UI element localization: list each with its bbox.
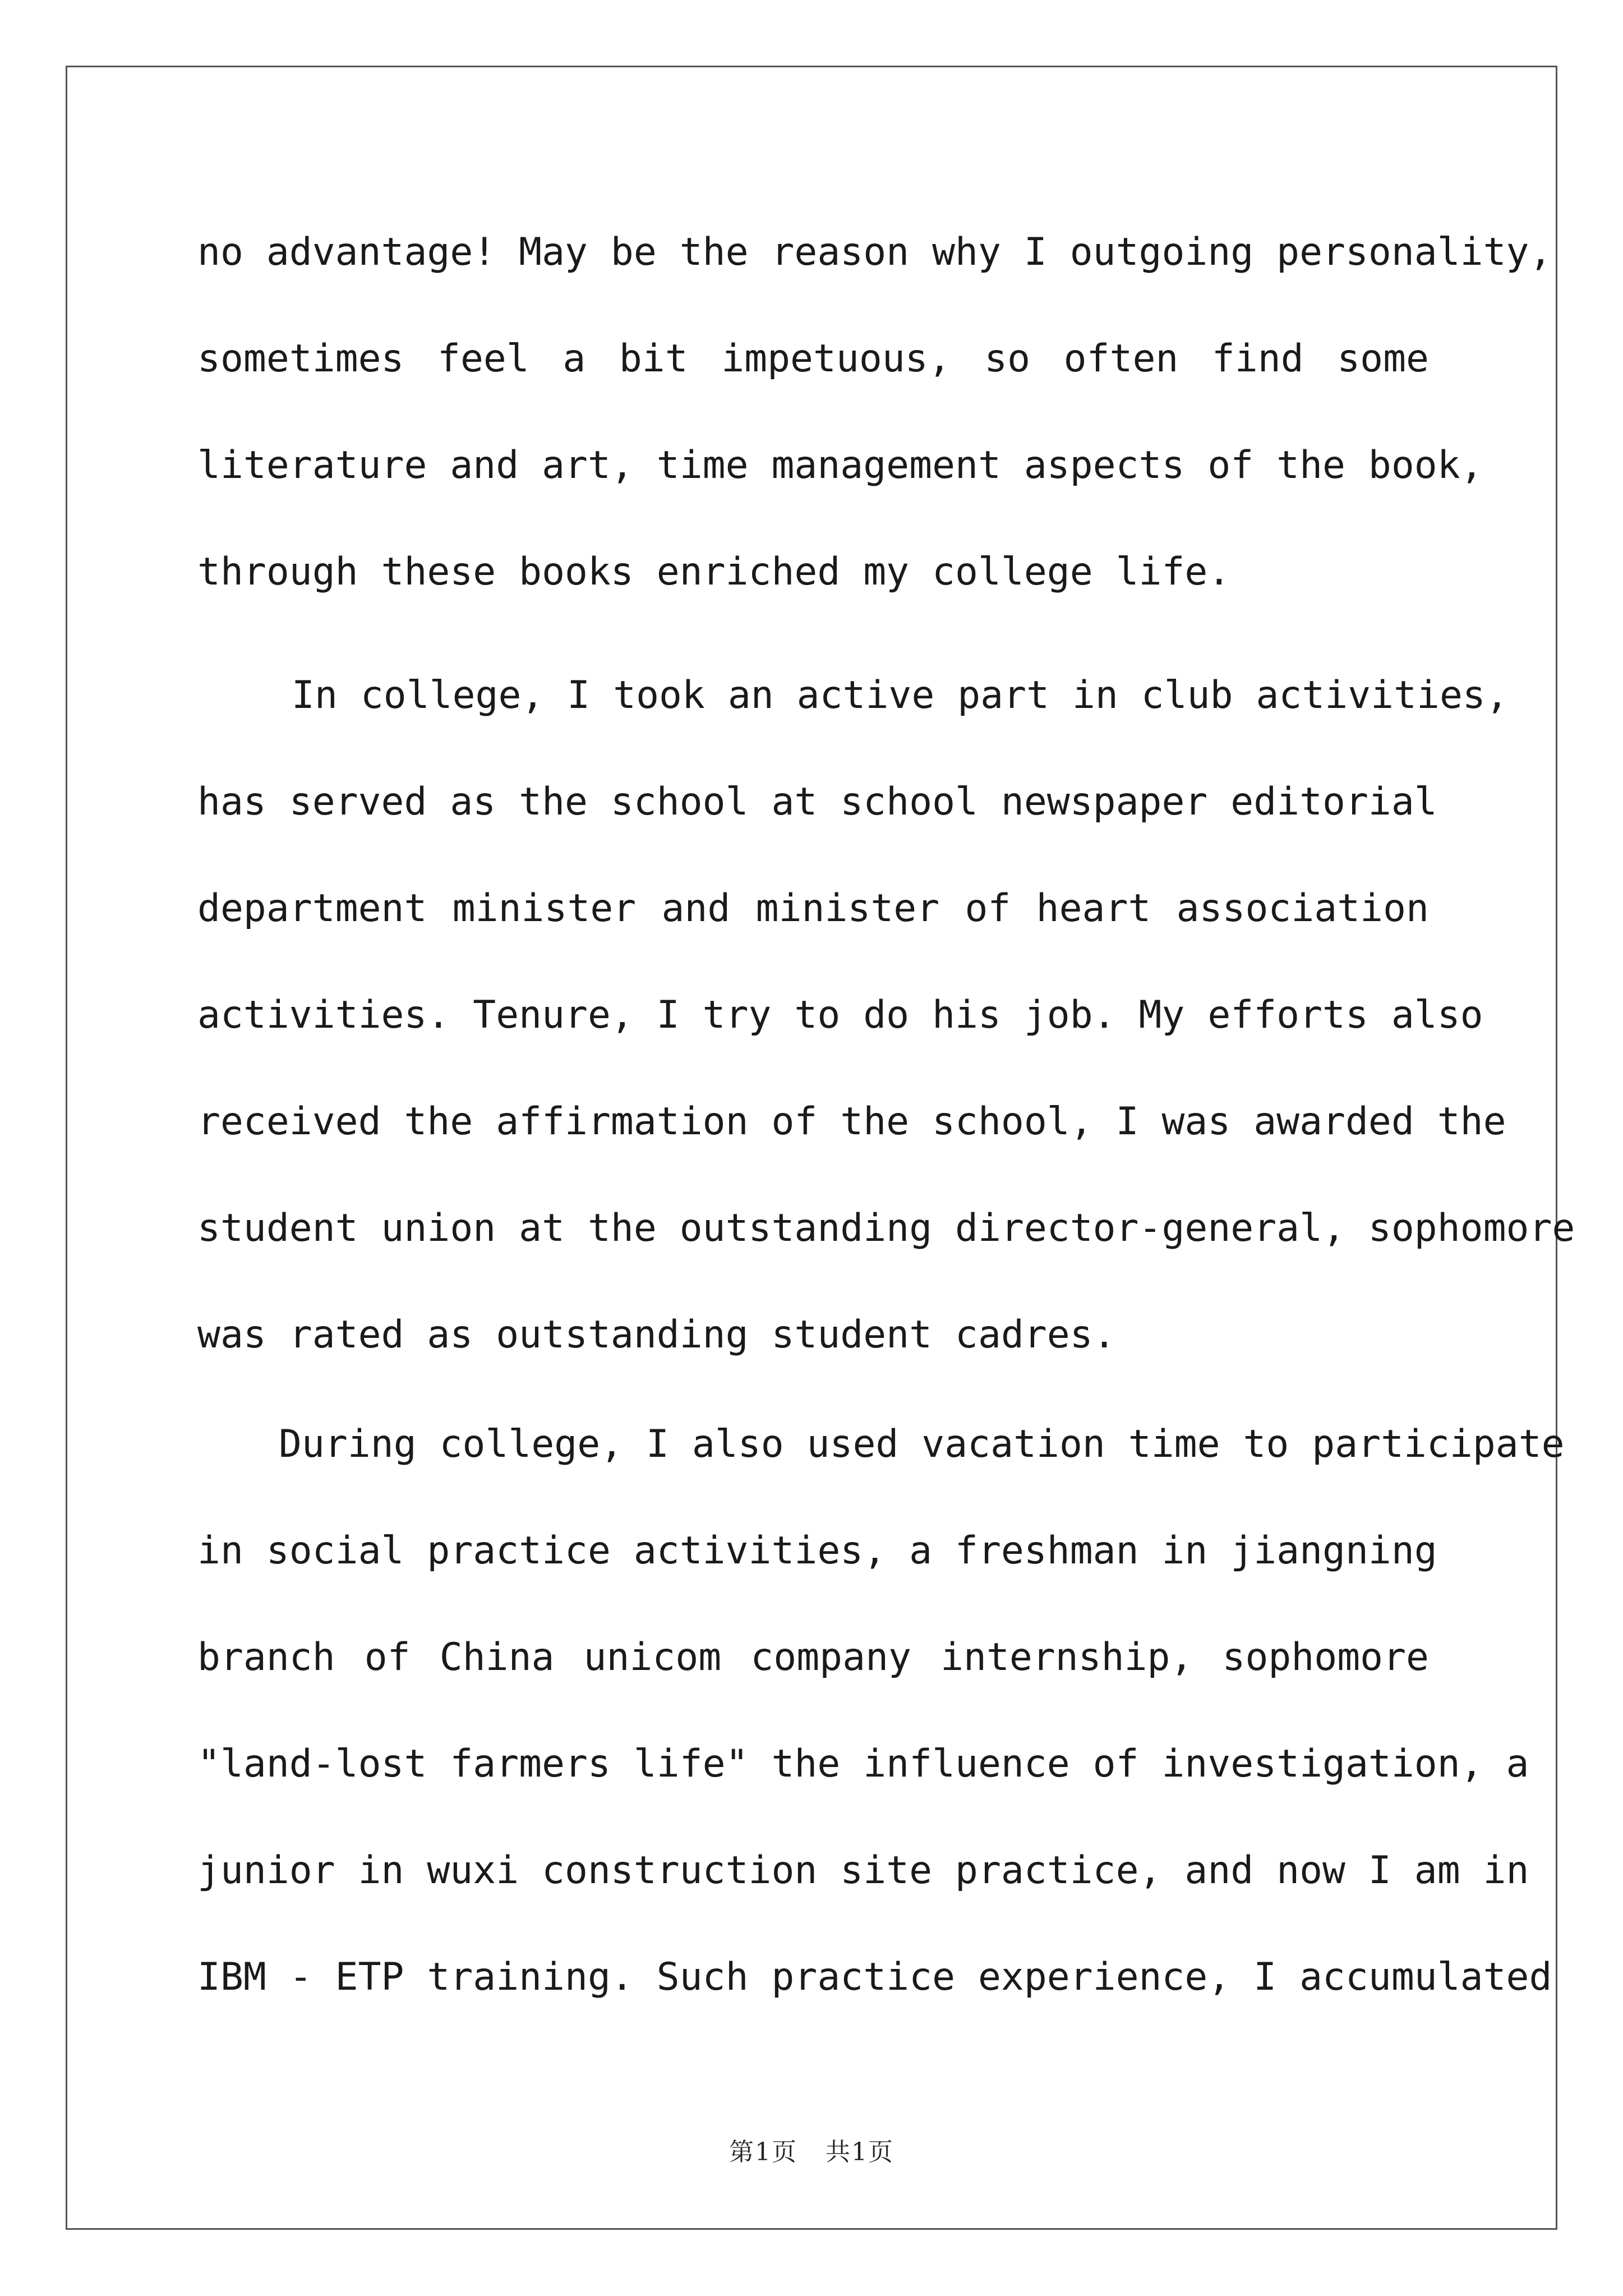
paragraph-line: in social practice activities, a freshman in jiangning — [197, 1529, 1437, 1573]
paragraph-1 — [197, 224, 1552, 651]
paragraph-line: "land-lost farmers life" the influence of investigation, a — [197, 1742, 1529, 1786]
paragraph-2 — [197, 668, 1575, 1414]
paragraph-line: junior in wuxi construction site practice, and now I am in — [197, 1848, 1529, 1893]
paragraph-line: no advantage! May be the reason why I outgoing personality, — [197, 230, 1552, 274]
page-footer — [0, 2132, 1623, 2168]
page-total: 共1页 — [826, 2138, 894, 2166]
paragraph-3 — [197, 1416, 1565, 2056]
paragraph-line: through these books enriched my college life. — [197, 550, 1231, 594]
paragraph-line: In college, I took an active part in club activities, — [292, 673, 1509, 717]
paragraph-line: student union at the outstanding director-general, sophomore — [197, 1206, 1575, 1250]
paragraph-line: sometimes feel a bit impetuous, so often find some — [197, 337, 1429, 381]
paragraph-line: During college, I also used vacation time to participate — [279, 1422, 1565, 1466]
paragraph-line: department minister and minister of heart association — [197, 886, 1429, 931]
page-number: 第1页 — [729, 2138, 797, 2166]
paragraph-line: IBM - ETP training. Such practice experience, I accumulated — [197, 1955, 1552, 1999]
paragraph-line: has served as the school at school newspaper editorial — [197, 780, 1437, 824]
paragraph-line: received the affirmation of the school, I was awarded the — [197, 1099, 1506, 1144]
paragraph-line: was rated as outstanding student cadres. — [197, 1313, 1116, 1357]
paragraph-line: branch of China unicom company internship, sophomore — [197, 1635, 1429, 1680]
paragraph-line: literature and art, time management aspects of the book, — [197, 443, 1483, 487]
paragraph-line: activities. Tenure, I try to do his job. My efforts also — [197, 993, 1483, 1037]
